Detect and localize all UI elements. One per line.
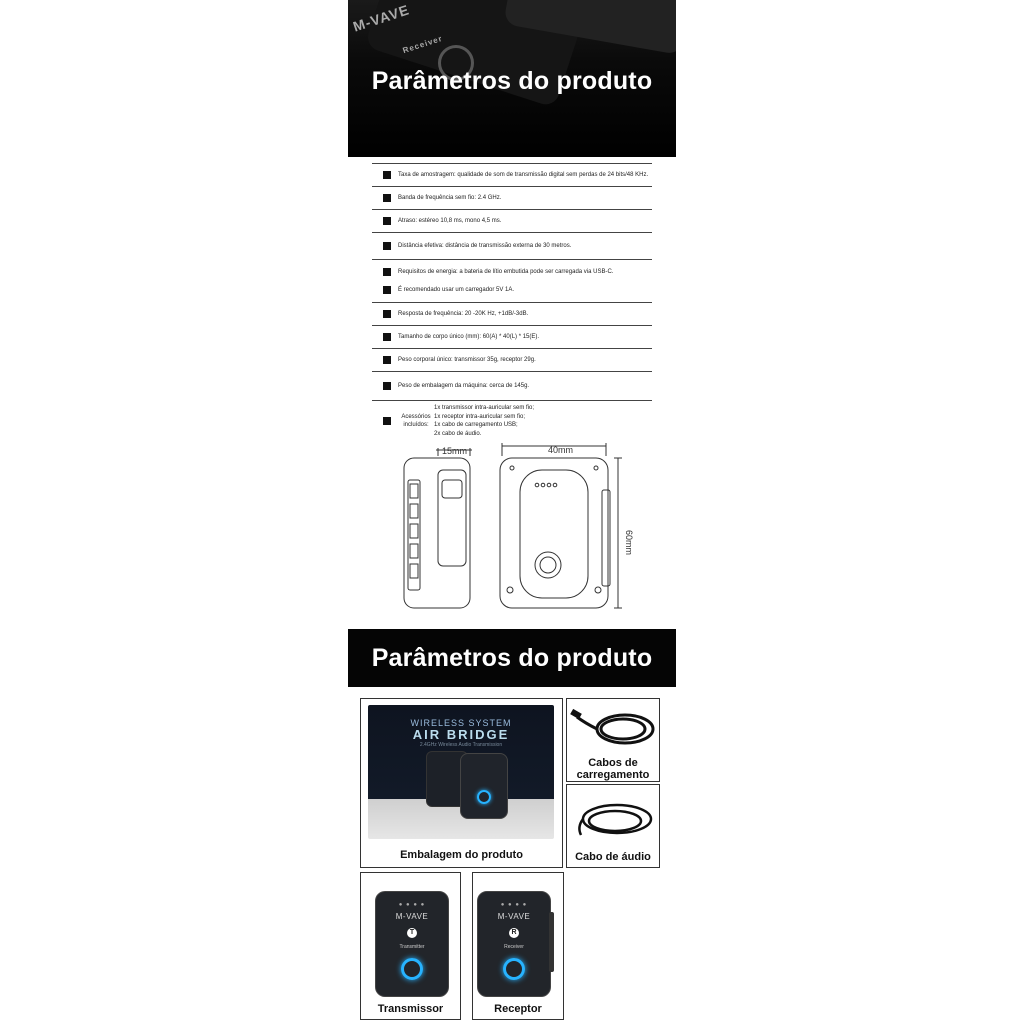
box-text-1: WIRELESS SYSTEM — [410, 718, 512, 728]
spec-text: Taxa de amostragem: qualidade de som de transmissão digital sem perdas de 24 bits/48 KHz. — [398, 172, 649, 178]
power-button-icon — [401, 958, 423, 980]
brand-text: M-VAVE — [350, 1, 412, 35]
bullet-icon — [383, 242, 391, 250]
bullet-icon — [383, 171, 391, 179]
box-text-3: 2.4GHz Wireless Audio Transmission — [419, 742, 503, 748]
accessory-item: 1x cabo de carregamento USB; — [434, 422, 518, 428]
spec-row — [372, 187, 652, 210]
bullet-icon — [383, 310, 391, 318]
package-image — [368, 705, 554, 839]
receiver-image — [477, 891, 551, 997]
spec-text: Peso de embalagem da máquina: cerca de 145g. — [398, 383, 530, 389]
led-dots: ● ● ● ● — [500, 902, 528, 908]
section-title: Parâmetros do produto — [371, 643, 653, 672]
bullet-icon — [383, 286, 391, 294]
spec-text: Resposta de frequência: 20 -20K Hz, +1dB/-3dB. — [398, 311, 529, 317]
audio-cable-image — [567, 791, 661, 847]
section-banner — [348, 629, 676, 687]
receiver-cell — [472, 872, 564, 1020]
accessories-row — [372, 401, 652, 441]
side-buttons — [549, 912, 554, 972]
audio-cable-cell — [566, 784, 660, 868]
transmitter-image — [375, 891, 449, 997]
page-title: Parâmetros do produto — [371, 67, 653, 95]
transmitter-brand: M-VAVE — [395, 912, 429, 921]
charging-cable-cell — [566, 698, 660, 782]
led-dots: ● ● ● ● — [398, 902, 426, 908]
receiver-label: Receiver — [504, 944, 524, 950]
transmitter-cell — [360, 872, 461, 1020]
transmitter-label: Transmitter — [399, 944, 425, 950]
spec-table — [372, 163, 652, 441]
charging-caption: Cabos de carregamento — [576, 757, 650, 781]
depth-label: 15mm — [442, 446, 468, 456]
spec-row — [372, 210, 652, 233]
dimension-drawing — [380, 440, 640, 620]
spec-text: Tamanho de corpo único (mm): 60(A) * 40(L) * 15(E). — [398, 334, 540, 340]
box-text-2: AIR BRIDGE — [412, 727, 510, 742]
charging-cable-image — [567, 703, 661, 755]
height-label: 60mm — [624, 530, 634, 556]
bullet-icon — [383, 333, 391, 341]
bullet-icon — [383, 382, 391, 390]
spec-row — [372, 303, 652, 326]
receiver-caption: Receptor — [494, 1003, 542, 1015]
package-cell — [360, 698, 563, 868]
spec-text: Peso corporal único: transmissor 35g, receptor 29g. — [398, 357, 536, 363]
accessory-item: 1x receptor intra-auricular sem fio; — [434, 413, 526, 420]
power-button-icon — [503, 958, 525, 980]
accessory-item: 1x transmissor intra-auricular sem fio; — [434, 405, 535, 411]
bullet-icon — [383, 356, 391, 364]
transmitter-caption: Transmissor — [377, 1003, 444, 1015]
bullet-icon — [383, 217, 391, 225]
receiver-brand: M-VAVE — [497, 912, 531, 921]
logo-icon: R — [509, 928, 519, 938]
logo-icon: T — [407, 928, 417, 938]
audio-caption: Cabo de áudio — [575, 851, 651, 863]
accessory-item: 2x cabo de áudio. — [434, 430, 482, 437]
spec-text: Banda de frequência sem fio: 2.4 GHz. — [398, 195, 502, 201]
spec-row — [372, 349, 652, 372]
package-caption: Embalagem do produto — [400, 849, 523, 861]
spec-row — [372, 326, 652, 349]
device-label: Receiver — [401, 33, 444, 56]
bullet-icon — [383, 417, 391, 425]
spec-text: Distância efetiva: distância de transmissão externa de 30 metros. — [398, 243, 572, 249]
header-banner — [348, 0, 676, 157]
bullet-icon — [383, 194, 391, 202]
spec-row — [372, 233, 652, 260]
spec-row — [372, 372, 652, 401]
spec-row — [372, 260, 652, 303]
bullet-icon — [383, 268, 391, 276]
box-device-2 — [460, 753, 508, 819]
spec-text: Atraso: estéreo 10,8 ms, mono 4,5 ms. — [398, 218, 502, 224]
spec-text: É recomendado usar um carregador 5V 1A. — [398, 287, 515, 293]
spec-row — [372, 163, 652, 187]
width-label: 40mm — [548, 445, 574, 455]
spec-text: Requisitos de energia: a bateria de lítio embutida pode ser carregada via USB-C. — [398, 269, 614, 275]
box-glow — [477, 790, 491, 804]
accessories-label: Acessórios incluídos: — [401, 414, 431, 428]
